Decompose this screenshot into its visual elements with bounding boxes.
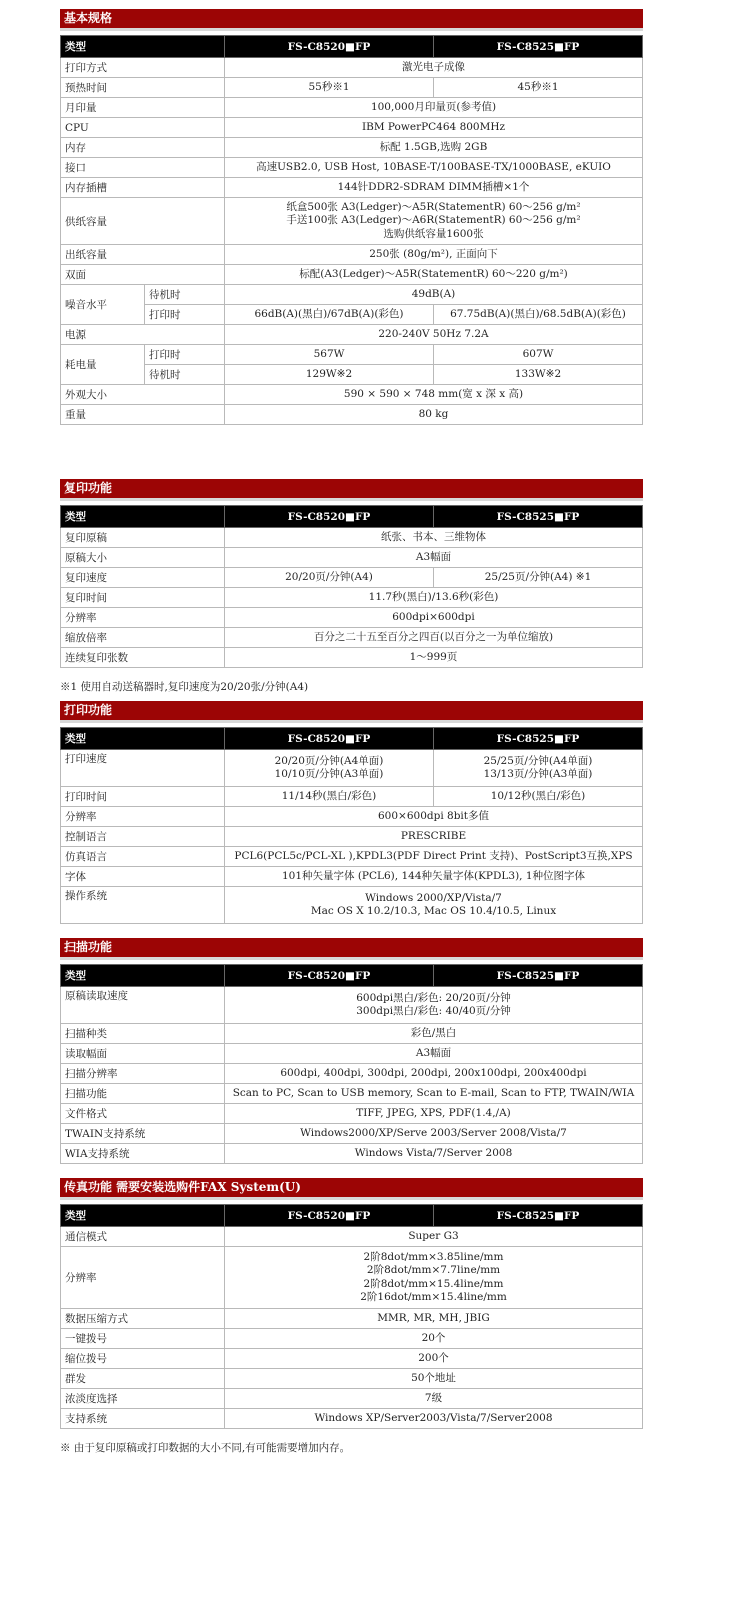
row-label: 控制语言 xyxy=(61,827,225,847)
row-label: 分辨率 xyxy=(61,807,225,827)
row-value-c8525: 10/12秒(黑白/彩色) xyxy=(434,787,643,807)
row-value: 590 × 590 × 748 mm(宽 x 深 x 高) xyxy=(225,385,643,405)
row-label: 月印量 xyxy=(61,98,225,118)
type-header: 类型 xyxy=(61,36,225,58)
row-sublabel: 待机时 xyxy=(145,365,225,385)
row-label: 出纸容量 xyxy=(61,245,225,265)
footnote: ※ 由于复印原稿或打印数据的大小不同,有可能需要增加内存。 xyxy=(60,1442,351,1454)
row-label: 重量 xyxy=(61,405,225,425)
section-gap xyxy=(60,425,643,479)
table-row xyxy=(61,198,643,245)
row-value-c8525: 67.75dB(A)(黑白)/68.5dB(A)(彩色) xyxy=(434,305,643,325)
row-value: 200个 xyxy=(225,1349,643,1369)
row-value: 20个 xyxy=(225,1329,643,1349)
table-header-row xyxy=(61,36,643,58)
row-label: 缩放倍率 xyxy=(61,628,225,648)
row-label: 原稿读取速度 xyxy=(61,987,225,1024)
row-label: 支持系统 xyxy=(61,1409,225,1429)
row-value: 80 kg xyxy=(225,405,643,425)
row-value: 144针DDR2-SDRAM DIMM插槽×1个 xyxy=(225,178,643,198)
table-row xyxy=(61,98,643,118)
table-row xyxy=(61,385,643,405)
row-value: 600dpi黑白/彩色: 20/20页/分钟 300dpi黑白/彩色: 40/40页/分钟 xyxy=(225,987,643,1024)
row-label: 操作系统 xyxy=(61,887,225,924)
row-label: 缩位拨号 xyxy=(61,1349,225,1369)
spec-table xyxy=(60,35,643,425)
table-row xyxy=(61,178,643,198)
row-label: 一键拨号 xyxy=(61,1329,225,1349)
table-row xyxy=(61,158,643,178)
table-row xyxy=(61,285,643,305)
table-row xyxy=(61,628,643,648)
table-row xyxy=(61,245,643,265)
row-label: 扫描分辨率 xyxy=(61,1064,225,1084)
table-row xyxy=(61,305,643,325)
table-row xyxy=(61,1409,643,1429)
row-value-c8525: 45秒※1 xyxy=(434,78,643,98)
table-row xyxy=(61,78,643,98)
row-value: 250张 (80g/m²), 正面向下 xyxy=(225,245,643,265)
row-value: 激光电子成像 xyxy=(225,58,643,78)
table-row xyxy=(61,345,643,365)
spec-table xyxy=(60,1204,643,1429)
table-row xyxy=(61,118,643,138)
row-label: CPU xyxy=(61,118,225,138)
row-label: 打印方式 xyxy=(61,58,225,78)
row-label: 电源 xyxy=(61,325,225,345)
section-title: 扫描功能 xyxy=(60,938,643,957)
table-row xyxy=(61,750,643,787)
section-gap xyxy=(60,1164,643,1178)
model-header-c8520: FS-C8520■FP xyxy=(225,36,434,58)
row-label: 仿真语言 xyxy=(61,847,225,867)
table-row xyxy=(61,1349,643,1369)
row-label: 供纸容量 xyxy=(61,198,225,245)
row-value: A3幅面 xyxy=(225,1044,643,1064)
table-row xyxy=(61,827,643,847)
row-value: 11.7秒(黑白)/13.6秒(彩色) xyxy=(225,588,643,608)
table-row xyxy=(61,138,643,158)
row-value-c8520: 11/14秒(黑白/彩色) xyxy=(225,787,434,807)
table-row xyxy=(61,1044,643,1064)
table-row xyxy=(61,987,643,1024)
section-title: 复印功能 xyxy=(60,479,643,498)
table-row xyxy=(61,1144,643,1164)
section-title: 传真功能 需要安装选购件FAX System(U) xyxy=(60,1178,643,1197)
row-value-c8525: 25/25页/分钟(A4) ※1 xyxy=(434,568,643,588)
type-header: 类型 xyxy=(61,1205,225,1227)
table-row xyxy=(61,1124,643,1144)
row-value: 彩色/黑白 xyxy=(225,1024,643,1044)
type-header: 类型 xyxy=(61,728,225,750)
spec-section xyxy=(60,479,643,701)
row-label: 外观大小 xyxy=(61,385,225,405)
spec-section xyxy=(60,1178,643,1454)
spec-section xyxy=(60,9,643,479)
table-row xyxy=(61,1227,643,1247)
row-value: Windows Vista/7/Server 2008 xyxy=(225,1144,643,1164)
row-value: 600dpi×600dpi xyxy=(225,608,643,628)
section-title: 基本规格 xyxy=(60,9,643,28)
table-row xyxy=(61,568,643,588)
table-header-row xyxy=(61,506,643,528)
row-label: 复印时间 xyxy=(61,588,225,608)
table-row xyxy=(61,648,643,668)
row-value-c8520: 66dB(A)(黑白)/67dB(A)(彩色) xyxy=(225,305,434,325)
row-value: 100,000月印量页(参考值) xyxy=(225,98,643,118)
row-label: 复印速度 xyxy=(61,568,225,588)
table-header-row xyxy=(61,728,643,750)
model-header-c8520: FS-C8520■FP xyxy=(225,1205,434,1227)
type-header: 类型 xyxy=(61,965,225,987)
row-value: IBM PowerPC464 800MHz xyxy=(225,118,643,138)
row-value: Super G3 xyxy=(225,1227,643,1247)
row-value: 50个地址 xyxy=(225,1369,643,1389)
row-label: 双面 xyxy=(61,265,225,285)
model-header-c8525: FS-C8525■FP xyxy=(434,1205,643,1227)
table-row xyxy=(61,548,643,568)
row-value-c8525: 133W※2 xyxy=(434,365,643,385)
row-label: 内存插槽 xyxy=(61,178,225,198)
row-value: A3幅面 xyxy=(225,548,643,568)
section-gap xyxy=(60,924,643,938)
row-label: 原稿大小 xyxy=(61,548,225,568)
row-value: 600dpi, 400dpi, 300dpi, 200dpi, 200x100dpi, 200x400dpi xyxy=(225,1064,643,1084)
row-label: 浓淡度选择 xyxy=(61,1389,225,1409)
row-label: 复印原稿 xyxy=(61,528,225,548)
table-row xyxy=(61,608,643,628)
spec-table xyxy=(60,964,643,1164)
table-row xyxy=(61,1084,643,1104)
row-value-c8520: 567W xyxy=(225,345,434,365)
table-row xyxy=(61,1329,643,1349)
table-row xyxy=(61,405,643,425)
row-value: 2阶8dot/mm×3.85line/mm 2阶8dot/mm×7.7line/mm 2阶8dot/mm×15.4line/mm 2阶16dot/mm×15.4line/mm xyxy=(225,1247,643,1309)
table-row xyxy=(61,528,643,548)
row-value: 百分之二十五至百分之四百(以百分之一为单位缩放) xyxy=(225,628,643,648)
model-header-c8525: FS-C8525■FP xyxy=(434,965,643,987)
model-header-c8520: FS-C8520■FP xyxy=(225,965,434,987)
table-header-row xyxy=(61,965,643,987)
spec-table xyxy=(60,505,643,668)
row-label: 连续复印张数 xyxy=(61,648,225,668)
row-value: 标配(A3(Ledger)～A5R(StatementR) 60～220 g/m²) xyxy=(225,265,643,285)
section-gap xyxy=(60,693,643,701)
footnote: ※1 使用自动送稿器时,复印速度为20/20张/分钟(A4) xyxy=(60,681,309,693)
row-value: 49dB(A) xyxy=(225,285,643,305)
row-value: Windows 2000/XP/Vista/7 Mac OS X 10.2/10.3, Mac OS 10.4/10.5, Linux xyxy=(225,887,643,924)
spec-section xyxy=(60,938,643,1178)
row-label: 通信模式 xyxy=(61,1227,225,1247)
row-value: 600×600dpi 8bit多值 xyxy=(225,807,643,827)
row-value: 7级 xyxy=(225,1389,643,1409)
table-row xyxy=(61,1309,643,1329)
spec-table xyxy=(60,727,643,924)
row-label: 耗电量 xyxy=(61,345,145,385)
model-header-c8525: FS-C8525■FP xyxy=(434,36,643,58)
row-value-c8520: 129W※2 xyxy=(225,365,434,385)
model-header-c8520: FS-C8520■FP xyxy=(225,728,434,750)
table-row xyxy=(61,887,643,924)
table-row xyxy=(61,1369,643,1389)
row-label: 群发 xyxy=(61,1369,225,1389)
row-label: 扫描功能 xyxy=(61,1084,225,1104)
row-label: 文件格式 xyxy=(61,1104,225,1124)
row-label: 预热时间 xyxy=(61,78,225,98)
model-header-c8520: FS-C8520■FP xyxy=(225,506,434,528)
table-row xyxy=(61,847,643,867)
table-row xyxy=(61,1247,643,1309)
table-row xyxy=(61,1064,643,1084)
row-value: PRESCRIBE xyxy=(225,827,643,847)
model-header-c8525: FS-C8525■FP xyxy=(434,728,643,750)
row-value: PCL6(PCL5c/PCL-XL ),KPDL3(PDF Direct Print 支持)、PostScript3互换,XPS xyxy=(225,847,643,867)
table-row xyxy=(61,787,643,807)
table-row xyxy=(61,1024,643,1044)
table-row xyxy=(61,58,643,78)
table-row xyxy=(61,1389,643,1409)
row-value: 纸张、书本、三维物体 xyxy=(225,528,643,548)
table-row xyxy=(61,265,643,285)
table-row xyxy=(61,588,643,608)
row-label: 扫描种类 xyxy=(61,1024,225,1044)
row-value: Windows XP/Server2003/Vista/7/Server2008 xyxy=(225,1409,643,1429)
row-value-c8520: 55秒※1 xyxy=(225,78,434,98)
row-label: 字体 xyxy=(61,867,225,887)
row-value-c8525: 607W xyxy=(434,345,643,365)
row-sublabel: 打印时 xyxy=(145,345,225,365)
row-value: TIFF, JPEG, XPS, PDF(1.4,/A) xyxy=(225,1104,643,1124)
row-label: 噪音水平 xyxy=(61,285,145,325)
row-value: 1～999页 xyxy=(225,648,643,668)
row-sublabel: 打印时 xyxy=(145,305,225,325)
spec-section xyxy=(60,701,643,938)
table-row xyxy=(61,1104,643,1124)
table-row xyxy=(61,325,643,345)
row-label: 数据压缩方式 xyxy=(61,1309,225,1329)
table-row xyxy=(61,807,643,827)
row-label: 打印时间 xyxy=(61,787,225,807)
model-header-c8525: FS-C8525■FP xyxy=(434,506,643,528)
row-value: Windows2000/XP/Serve 2003/Server 2008/Vista/7 xyxy=(225,1124,643,1144)
row-value: 纸盒500张 A3(Ledger)～A5R(StatementR) 60～256 g/m² 手送100张 A3(Ledger)～A6R(StatementR) 60～256 g/m² 选购供纸容量1600张 xyxy=(225,198,643,245)
row-value-c8525: 25/25页/分钟(A4单面) 13/13页/分钟(A3单面) xyxy=(434,750,643,787)
row-value: 101种矢量字体 (PCL6), 144种矢量字体(KPDL3), 1种位图字体 xyxy=(225,867,643,887)
row-label: TWAIN支持系统 xyxy=(61,1124,225,1144)
row-value-c8520: 20/20页/分钟(A4单面) 10/10页/分钟(A3单面) xyxy=(225,750,434,787)
spec-page xyxy=(60,9,643,1454)
row-label: 打印速度 xyxy=(61,750,225,787)
row-label: 读取幅面 xyxy=(61,1044,225,1064)
row-value: 标配 1.5GB,选购 2GB xyxy=(225,138,643,158)
row-value: Scan to PC, Scan to USB memory, Scan to E-mail, Scan to FTP, TWAIN/WIA xyxy=(225,1084,643,1104)
row-label: 接口 xyxy=(61,158,225,178)
row-value: 高速USB2.0, USB Host, 10BASE-T/100BASE-TX/1000BASE, eKUIO xyxy=(225,158,643,178)
row-value-c8520: 20/20页/分钟(A4) xyxy=(225,568,434,588)
table-row xyxy=(61,365,643,385)
row-label: 分辨率 xyxy=(61,608,225,628)
row-label: 分辨率 xyxy=(61,1247,225,1309)
row-label: 内存 xyxy=(61,138,225,158)
row-value: 220-240V 50Hz 7.2A xyxy=(225,325,643,345)
section-title: 打印功能 xyxy=(60,701,643,720)
row-value: MMR, MR, MH, JBIG xyxy=(225,1309,643,1329)
row-label: WIA支持系统 xyxy=(61,1144,225,1164)
table-header-row xyxy=(61,1205,643,1227)
type-header: 类型 xyxy=(61,506,225,528)
table-row xyxy=(61,867,643,887)
row-sublabel: 待机时 xyxy=(145,285,225,305)
